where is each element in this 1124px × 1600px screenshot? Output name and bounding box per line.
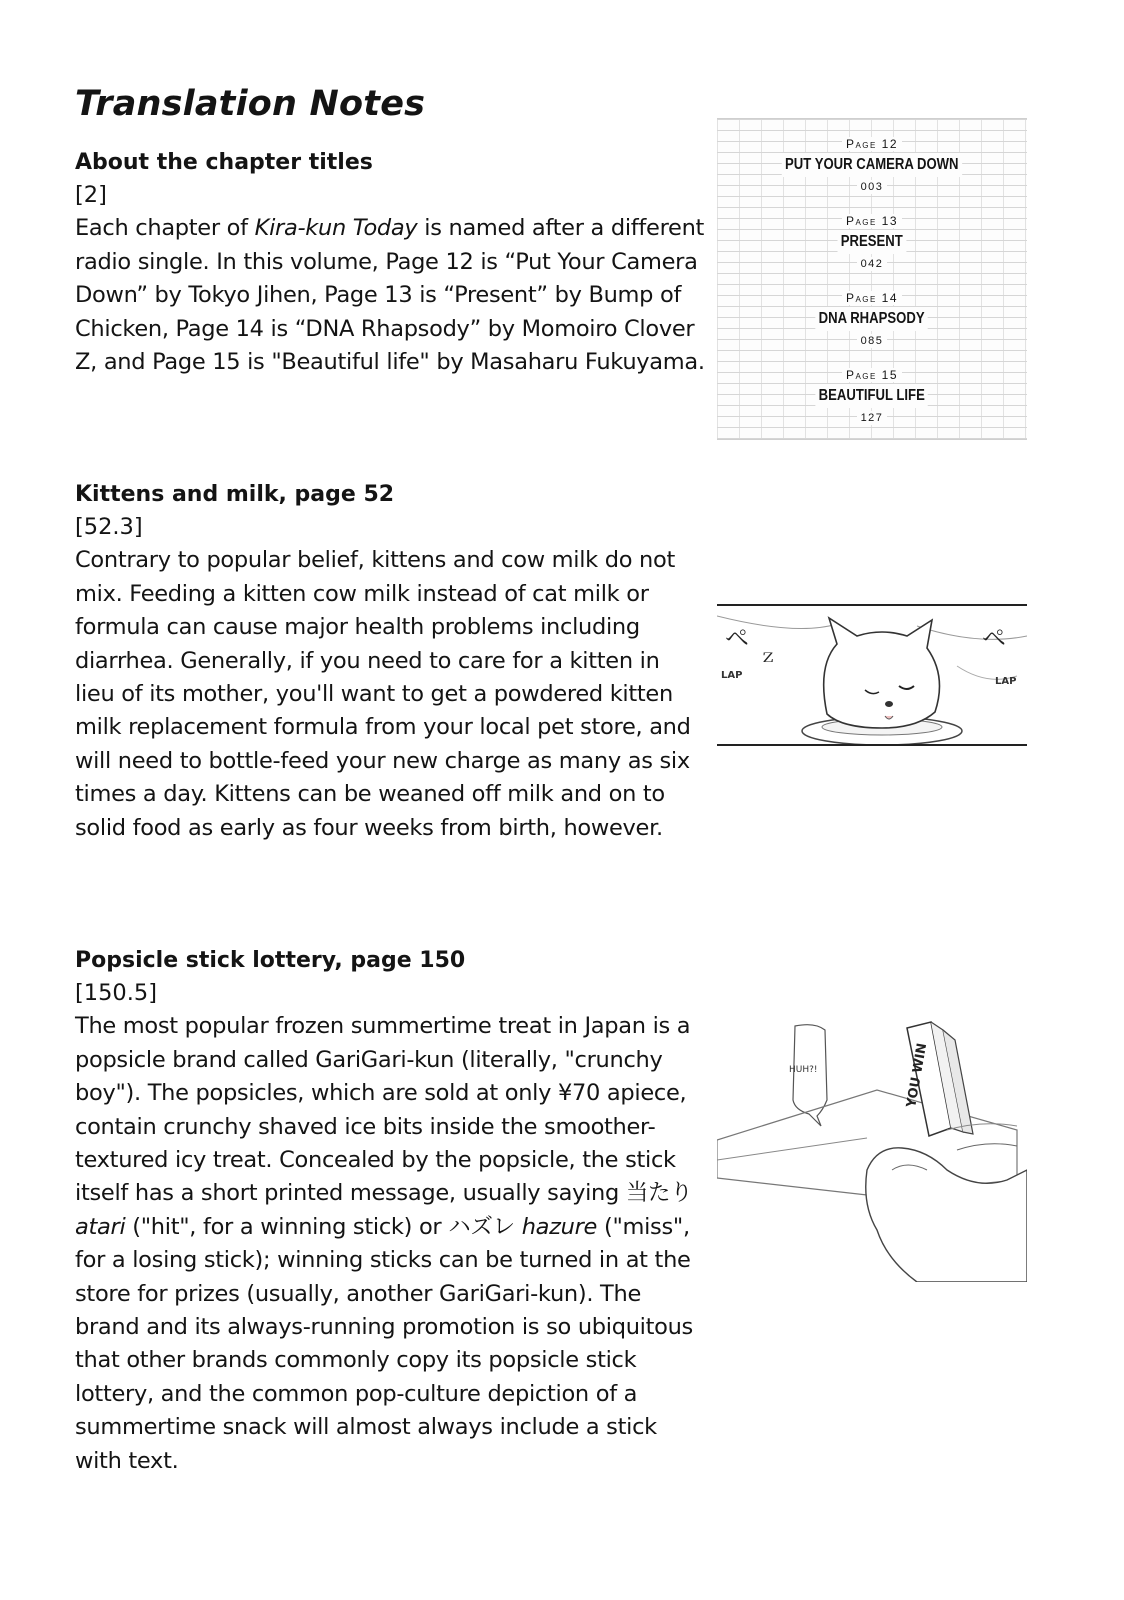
- svg-text:ｚ: ｚ: [759, 646, 777, 667]
- svg-text:HUH?!: HUH?!: [789, 1065, 818, 1075]
- note-body: Each chapter of Kira-kun Today is named after a different radio single. In this volume, Page 12 is “Put Your Camera Down” by Tokyo Jihen, Page 13 is “Present” by Bump of Chicken, Page 14 is “DNA Rhapsody” by Momoiro Clover Z, and Page 15 is "Beautiful life" by Masaharu Fukuyama.: [75, 215, 705, 376]
- svg-text:YOU WIN: YOU WIN: [904, 1041, 931, 1109]
- page-title: Translation Notes: [75, 84, 426, 124]
- kitten-illustration: [717, 606, 1027, 744]
- popsicle-stick-panel-image: [717, 1020, 1027, 1282]
- note-heading: Popsicle stick lottery, page 150: [75, 948, 466, 973]
- note-heading: About the chapter titles: [75, 150, 373, 175]
- note-popsicle-lottery: [75, 944, 705, 1478]
- toc-image: [717, 118, 1027, 440]
- toc-entry: Page 13 PRESENT 042: [717, 212, 1027, 289]
- note-body: The most popular frozen summertime treat in Japan is a popsicle brand called GariGari-kun (literally, "crunchy boy"). The popsicles, which are sold at only ¥70 apiece, contain crunchy shaved ice bits inside the smoother-textured icy treat. Concealed by the popsicle, the stick itself has a short printed message, usually saying 当たり atari ("hit", for a winning stick) or ハズレ hazure ("miss", for a losing stick); winning sticks can be turned in at the store for prizes (usually, another GariGari-kun). The brand and its always-running promotion is so ubiquitous that other brands commonly copy its popsicle stick lottery, and the common pop-culture depiction of a summertime snack will almost always include a stick with text.: [75, 1013, 693, 1474]
- toc-entry: Page 14 DNA RHAPSODY 085: [717, 289, 1027, 366]
- svg-text:LAP: LAP: [995, 676, 1017, 687]
- note-reference: [2]: [75, 182, 107, 208]
- note-body: Contrary to popular belief, kittens and cow milk do not mix. Feeding a kitten cow milk instead of cat milk or formula can cause major health problems including diarrhea. Generally, if you need to care for a kitten in lieu of its mother, you'll want to get a powdered kitten milk replacement formula from your local pet store, and will need to bottle-feed your new charge as many as six times a day. Kittens can be weaned off milk and on to solid food as early as four weeks from birth, however.: [75, 547, 691, 841]
- note-heading: Kittens and milk, page 52: [75, 482, 395, 507]
- svg-text:ペ: ペ: [725, 624, 749, 652]
- kitten-panel-image: [717, 604, 1027, 746]
- note-kittens-milk: [75, 478, 705, 845]
- toc-entry: Page 15 BEAUTIFUL LIFE 127: [717, 366, 1027, 443]
- note-reference: [150.5]: [75, 980, 157, 1006]
- manga-title: Kira-kun Today: [254, 215, 418, 242]
- svg-text:ペ: ペ: [982, 624, 1006, 652]
- note-chapter-titles: [75, 146, 705, 379]
- toc-entry: Page 12 PUT YOUR CAMERA DOWN 003: [717, 135, 1027, 212]
- note-reference: [52.3]: [75, 514, 143, 540]
- popsicle-stick-illustration: [717, 1020, 1027, 1282]
- svg-text:LAP: LAP: [721, 670, 743, 681]
